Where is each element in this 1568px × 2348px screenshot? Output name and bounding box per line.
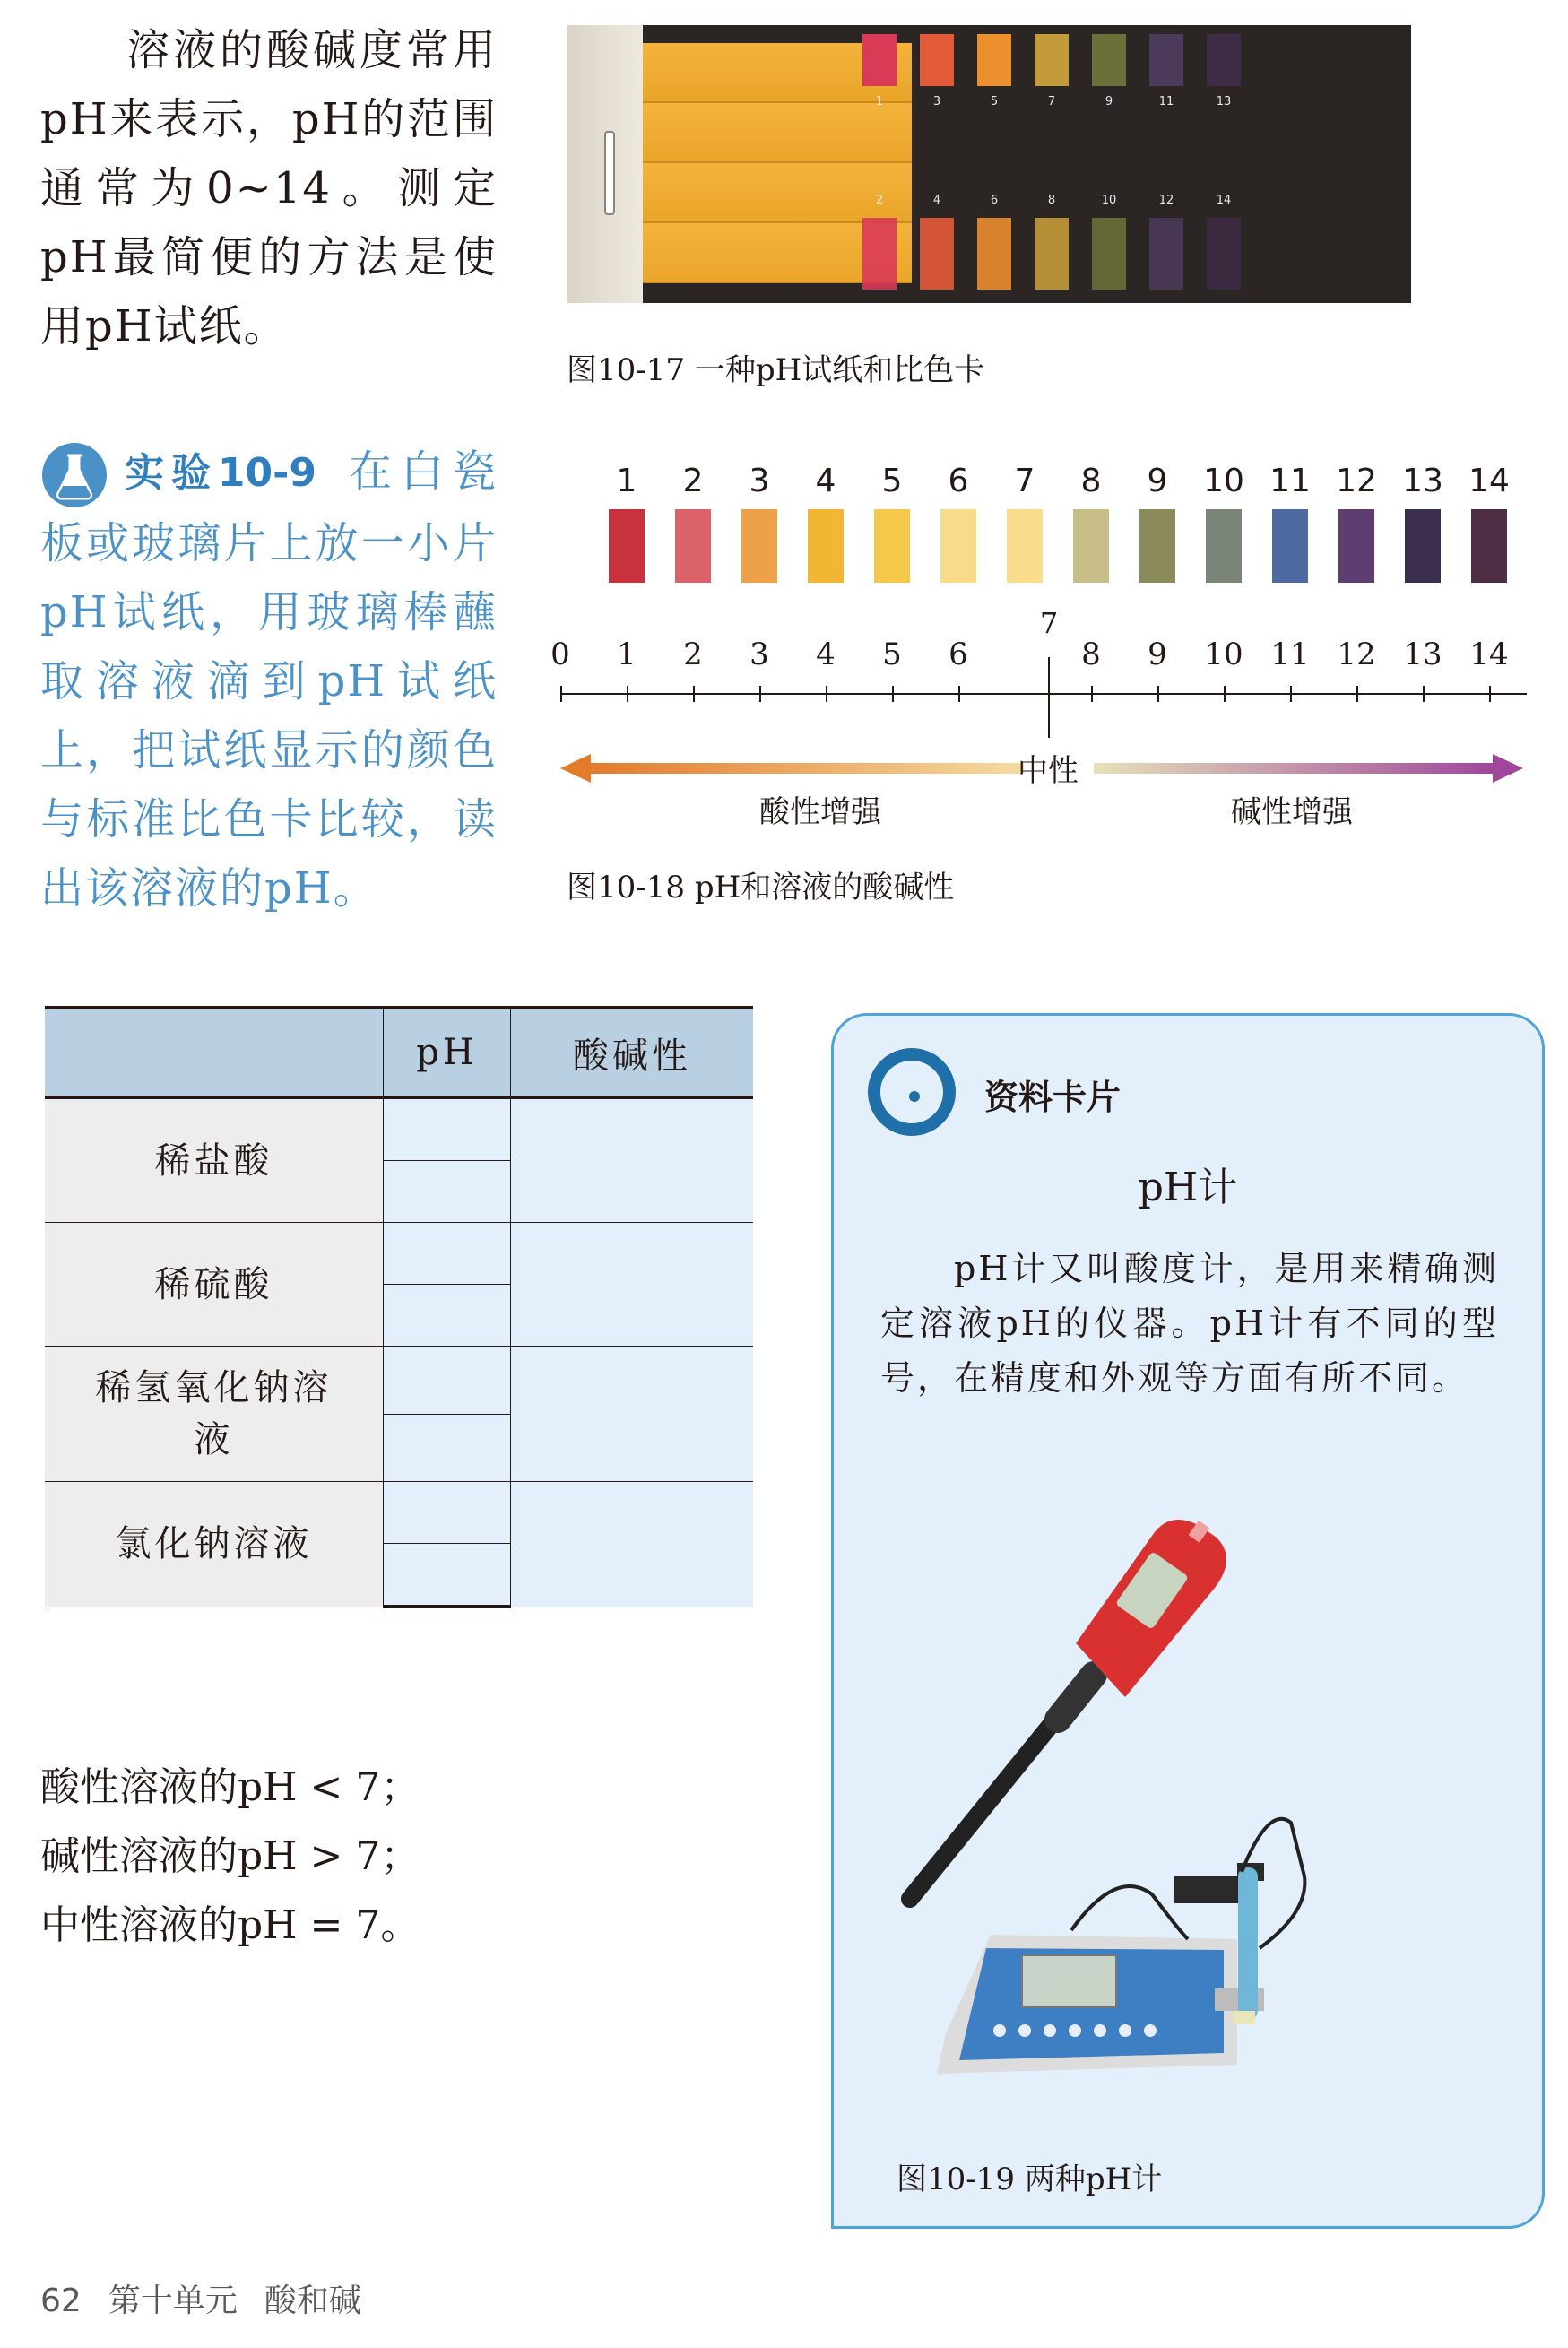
flask-icon xyxy=(40,441,108,509)
scale-tick-label: 5 xyxy=(882,637,902,672)
color-card-number: 10 xyxy=(1101,194,1117,207)
color-scale-chip xyxy=(741,509,777,583)
color-scale-number: 10 xyxy=(1203,463,1244,499)
neutral-marker xyxy=(1048,657,1050,738)
color-scale-chip xyxy=(1471,509,1507,583)
color-card-chip xyxy=(862,34,897,86)
ph-meter-illustration xyxy=(883,1482,1493,2145)
intro-paragraph xyxy=(40,16,498,361)
neutral-ph-label: 7 xyxy=(1039,606,1059,640)
color-card-chip xyxy=(977,218,1011,290)
scale-tick-label: 4 xyxy=(816,637,836,672)
solution-name: 氯化钠溶液 xyxy=(45,1482,384,1607)
color-card-chip xyxy=(1207,218,1241,290)
color-card-number: 13 xyxy=(1216,95,1232,108)
color-card-chip xyxy=(1149,218,1183,290)
section-label: 酸和碱 xyxy=(264,2283,361,2319)
table-row xyxy=(45,1223,753,1285)
unit-label: 第十单元 xyxy=(108,2283,238,2319)
color-scale-number: 2 xyxy=(682,463,704,499)
color-scale-chip xyxy=(1272,509,1308,583)
acid-label: 酸性增强 xyxy=(759,794,881,830)
scale-tick-label: 1 xyxy=(617,637,637,672)
info-card-title: pH计 xyxy=(1138,1165,1238,1210)
color-scale-chip xyxy=(1206,509,1242,583)
experiment-heading: 实验10-9 xyxy=(117,450,317,496)
ph-axis xyxy=(560,693,1527,695)
figure-10-19-caption: 图10-19 两种pH计 xyxy=(897,2162,1163,2197)
paper-sleeve xyxy=(567,25,643,303)
color-scale-chip xyxy=(808,509,844,583)
color-card-chip xyxy=(1207,34,1241,86)
neutral-label: 中性 xyxy=(1018,753,1079,789)
rule-acidic: 酸性溶液的pH < 7； xyxy=(40,1764,420,1810)
color-scale-number: 4 xyxy=(815,463,836,499)
table-row xyxy=(45,1097,753,1161)
color-scale-number: 12 xyxy=(1336,463,1377,499)
ph-scale-diagram xyxy=(550,457,1538,852)
color-card-chip xyxy=(920,218,954,290)
color-card-number: 3 xyxy=(932,95,941,108)
color-card-chip xyxy=(977,34,1011,86)
color-card-number: 5 xyxy=(990,95,999,108)
header-cell xyxy=(45,1008,384,1097)
scale-tick-label: 6 xyxy=(949,637,968,672)
color-scale-number: 7 xyxy=(1014,463,1035,499)
ph-cell[interactable] xyxy=(384,1223,511,1285)
color-card-number: 14 xyxy=(1216,194,1232,207)
color-card-number: 8 xyxy=(1047,194,1056,207)
header-cell: pH xyxy=(384,1008,511,1097)
color-scale-number: 6 xyxy=(948,463,969,499)
color-scale-number: 3 xyxy=(749,463,770,499)
experiment-10-9 xyxy=(40,438,498,923)
acidity-cell[interactable] xyxy=(510,1347,753,1482)
ph-cell[interactable] xyxy=(384,1161,511,1223)
color-scale-number: 14 xyxy=(1468,463,1510,499)
color-scale-number: 8 xyxy=(1080,463,1102,499)
acidity-cell[interactable] xyxy=(510,1482,753,1607)
scale-tick-label: 13 xyxy=(1403,637,1442,672)
acidity-cell[interactable] xyxy=(510,1097,753,1223)
color-scale-number: 13 xyxy=(1402,463,1443,499)
intro-text: 溶液的酸碱度常用pH来表示，pH的范围通常为0~14。测定pH最简便的方法是使用pH试纸。 xyxy=(40,25,498,351)
color-card-chip xyxy=(1035,218,1069,290)
info-card-icon xyxy=(868,1048,956,1136)
scale-tick-label: 0 xyxy=(550,637,570,672)
ph-record-table xyxy=(45,1006,753,1608)
benchtop-ph-meter xyxy=(937,1819,1304,2074)
ph-cell[interactable] xyxy=(384,1544,511,1607)
table-row xyxy=(45,1482,753,1544)
scale-tick-label: 3 xyxy=(749,637,769,672)
color-card-number: 11 xyxy=(1158,95,1174,108)
color-card-chip xyxy=(1092,218,1126,290)
color-card-number: 2 xyxy=(875,194,884,207)
scale-tick-label: 2 xyxy=(683,637,703,672)
color-card-chip xyxy=(862,218,897,290)
scale-tick-label: 8 xyxy=(1081,637,1101,672)
ph-rules xyxy=(40,1753,420,1960)
color-scale-chip xyxy=(874,509,910,583)
experiment-text: 在白瓷板或玻璃片上放一小片pH试纸，用玻璃棒蘸取溶液滴到pH试纸上，把试纸显示的颜色与标准比色卡比较，读出该溶液的pH。 xyxy=(40,446,498,914)
info-card-heading: 资料卡片 xyxy=(984,1078,1122,1117)
table-header-row xyxy=(45,1008,753,1097)
sleeve-slot xyxy=(604,131,615,215)
color-scale-chip xyxy=(609,509,645,583)
color-card-chip xyxy=(1035,34,1069,86)
info-card-body xyxy=(880,1242,1499,1406)
color-card-chip xyxy=(920,34,954,86)
base-arrow xyxy=(1094,763,1493,774)
color-card-number: 1 xyxy=(875,95,884,108)
scale-tick-label: 11 xyxy=(1270,637,1310,672)
figure-10-18-caption: 图10-18 pH和溶液的酸碱性 xyxy=(567,870,955,905)
scale-tick-label: 14 xyxy=(1469,637,1509,672)
page-footer xyxy=(40,2275,361,2321)
color-scale-chip xyxy=(1405,509,1441,583)
info-card-text: pH计又叫酸度计，是用来精确测定溶液pH的仪器。pH计有不同的型号，在精度和外观等方面有所不同。 xyxy=(880,1249,1499,1398)
ph-paper-strip xyxy=(643,103,912,163)
color-scale-chip xyxy=(675,509,711,583)
ph-cell[interactable] xyxy=(384,1285,511,1347)
ph-cell[interactable] xyxy=(384,1097,511,1161)
color-card-number: 7 xyxy=(1047,95,1056,108)
color-scale-number: 1 xyxy=(616,463,637,499)
color-card-number: 9 xyxy=(1105,95,1113,108)
pen-ph-meter xyxy=(910,1520,1226,1899)
ph-paper-photo xyxy=(567,25,1411,303)
rule-neutral: 中性溶液的pH = 7。 xyxy=(40,1902,420,1948)
scale-tick-label: 9 xyxy=(1148,637,1167,672)
header-cell: 酸碱性 xyxy=(510,1008,753,1097)
color-scale-number: 5 xyxy=(881,463,903,499)
ph-cell[interactable] xyxy=(384,1414,511,1482)
scale-tick-label: 12 xyxy=(1337,637,1376,672)
color-scale-number: 11 xyxy=(1269,463,1311,499)
info-card xyxy=(831,1013,1545,2229)
color-card-number: 12 xyxy=(1158,194,1174,207)
color-card-number: 4 xyxy=(932,194,941,207)
solution-name: 稀硫酸 xyxy=(45,1223,384,1347)
color-scale-chip xyxy=(1338,509,1374,583)
solution-name: 稀盐酸 xyxy=(45,1097,384,1223)
base-arrow-head xyxy=(1493,754,1523,783)
acidity-cell[interactable] xyxy=(510,1223,753,1347)
acid-arrow-head xyxy=(560,754,591,783)
color-scale-chip xyxy=(940,509,976,583)
base-label: 碱性增强 xyxy=(1231,794,1353,830)
color-card-chip xyxy=(1092,34,1126,86)
color-scale-chip xyxy=(1073,509,1109,583)
figure-10-17-caption: 图10-17 一种pH试纸和比色卡 xyxy=(567,352,985,388)
color-card-chip xyxy=(1149,34,1183,86)
color-scale-chip xyxy=(1007,509,1043,583)
color-scale-number: 9 xyxy=(1147,463,1168,499)
scale-tick-label: 10 xyxy=(1204,637,1243,672)
page-number: 62 xyxy=(40,2283,82,2319)
table-row xyxy=(45,1347,753,1415)
color-scale-chip xyxy=(1139,509,1175,583)
color-card-number: 6 xyxy=(990,194,999,207)
ph-cell[interactable] xyxy=(384,1482,511,1544)
solution-name: 稀氢氧化钠溶液 xyxy=(45,1347,384,1482)
ph-cell[interactable] xyxy=(384,1347,511,1415)
rule-basic: 碱性溶液的pH > 7； xyxy=(40,1833,420,1879)
acid-arrow xyxy=(589,763,1024,774)
